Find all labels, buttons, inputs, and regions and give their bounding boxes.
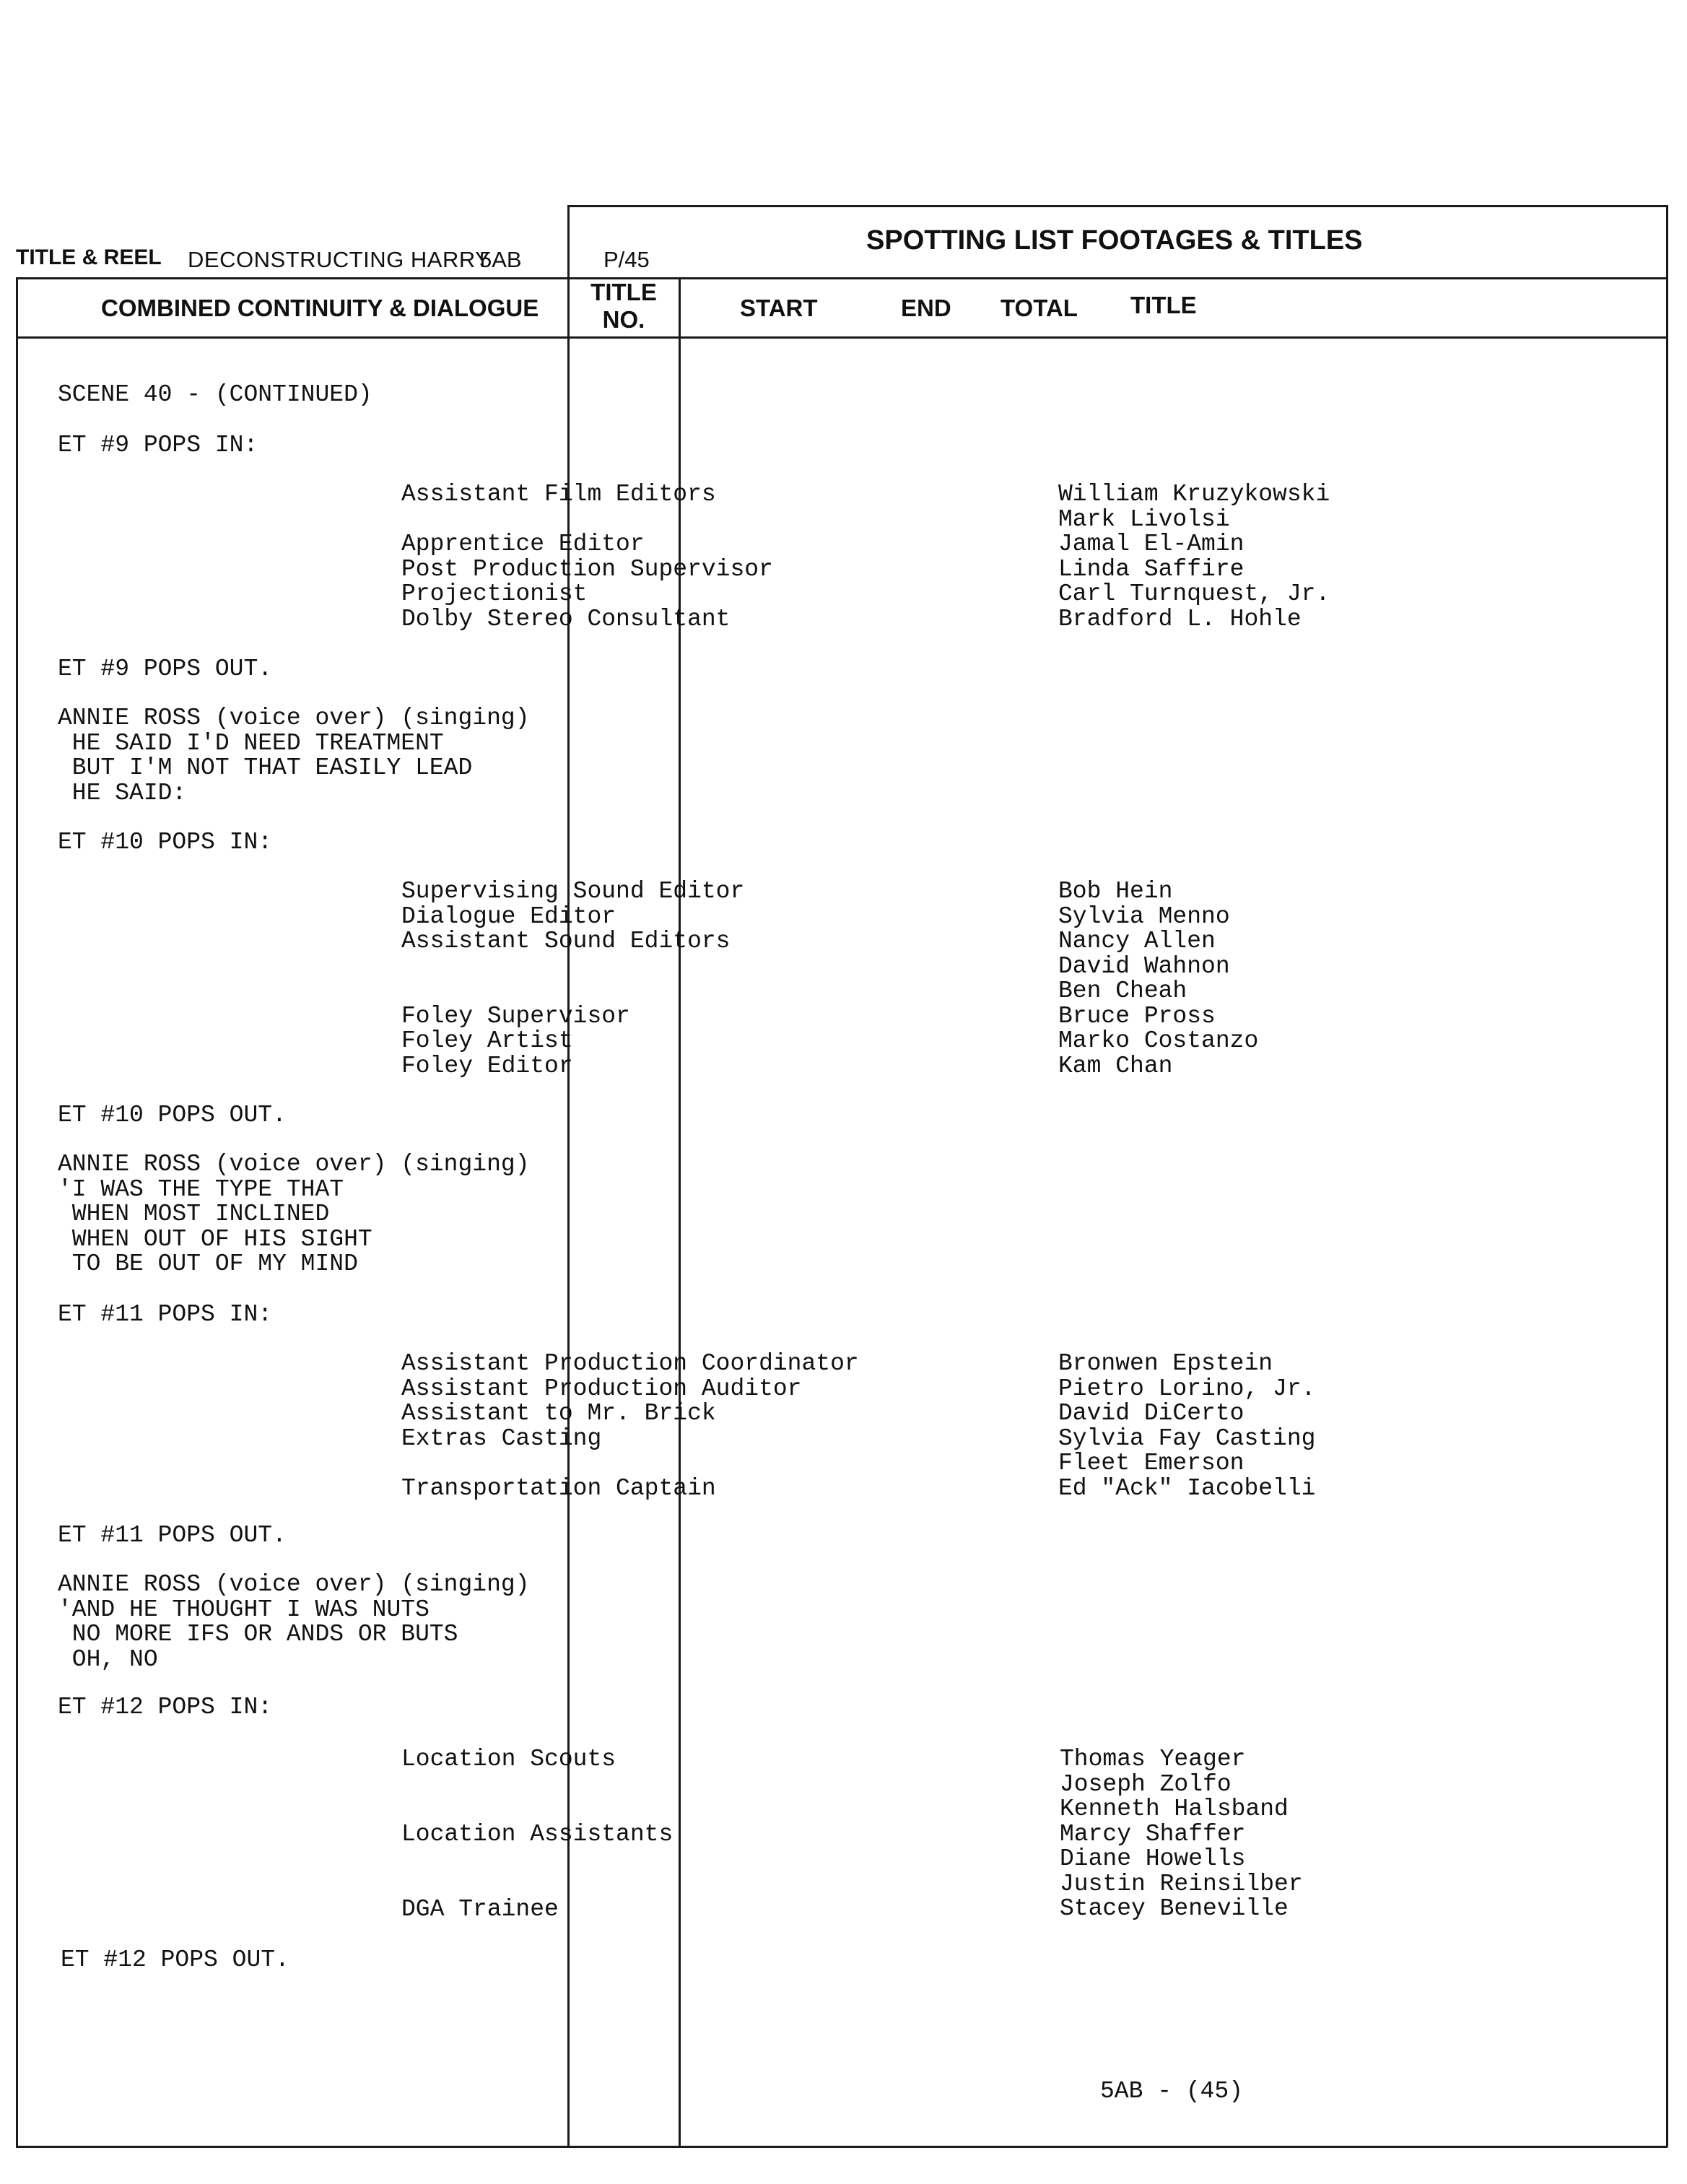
frame-column-header-bottom <box>16 336 1668 339</box>
frame-left-edge <box>16 277 18 2147</box>
column-header-end: END <box>901 295 951 321</box>
et11-pops-in: ET #11 POPS IN: <box>58 1301 273 1328</box>
dialogue-annie-ross-3: ANNIE ROSS (voice over) (singing) 'AND HE THOUGHT I WAS NUTS NO MORE IFS OR ANDS OR BUTS OH, NO <box>58 1571 530 1673</box>
column-header-start: START <box>740 295 818 321</box>
et12-role-location-scouts: Location Scouts <box>401 1746 616 1772</box>
et10-pops-out: ET #10 POPS OUT. <box>58 1102 287 1128</box>
et10-pops-in: ET #10 POPS IN: <box>58 829 273 856</box>
column-header-total: TOTAL <box>1001 295 1078 321</box>
et10-roles: Supervising Sound Editor Dialogue Editor Assistant Sound Editors Foley Supervisor Foley Artist Foley Editor <box>401 878 745 1079</box>
frame-right-edge <box>1666 205 1668 2147</box>
et9-roles: Assistant Film Editors Apprentice Editor Post Production Supervisor Projectionist Dolby Stereo Consultant <box>401 481 773 632</box>
frame-header-separator <box>16 277 1668 279</box>
page-number: 5AB - (45) <box>1100 2078 1244 2105</box>
et12-names: Thomas Yeager Joseph Zolfo Kenneth Halsband Marcy Shaffer Diane Howells Justin Reinsilber Stacey Beneville <box>1060 1746 1303 1922</box>
scene-heading: SCENE 40 - (CONTINUED) <box>58 381 372 408</box>
et9-pops-in: ET #9 POPS IN: <box>58 432 258 458</box>
column-header-title-no <box>575 279 673 334</box>
film-title: DECONSTRUCTING HARRY <box>188 247 491 272</box>
frame-bottom <box>16 2146 1668 2148</box>
et9-pops-out: ET #9 POPS OUT. <box>58 656 273 682</box>
title-reel-label: TITLE & REEL <box>16 245 162 269</box>
frame-top-right <box>567 205 1668 207</box>
et11-pops-out: ET #11 POPS OUT. <box>58 1522 287 1549</box>
et11-roles: Assistant Production Coordinator Assistant Production Auditor Assistant to Mr. Brick Extras Casting Transportation Captain <box>401 1350 859 1502</box>
column-header-title: TITLE <box>1130 292 1197 318</box>
dialogue-annie-ross-1: ANNIE ROSS (voice over) (singing) HE SAID I'D NEED TREATMENT BUT I'M NOT THAT EASILY LEAD HE SAID: <box>58 705 530 806</box>
et9-names: William Kruzykowski Mark Livolsi Jamal El-Amin Linda Saffire Carl Turnquest, Jr. Bradford L. Hohle <box>1058 481 1330 632</box>
dialogue-annie-ross-2: ANNIE ROSS (voice over) (singing) 'I WAS THE TYPE THAT WHEN MOST INCLINED WHEN OUT OF HIS SIGHT TO BE OUT OF MY MIND <box>58 1151 530 1277</box>
page-reference: P/45 <box>603 247 650 272</box>
et11-names: Bronwen Epstein Pietro Lorino, Jr. David DiCerto Sylvia Fay Casting Fleet Emerson Ed "Ack" Iacobelli <box>1058 1350 1316 1502</box>
column-header-title-no-line2: NO. <box>602 306 645 333</box>
column-header-continuity: COMBINED CONTINUITY & DIALOGUE <box>101 295 539 321</box>
et12-role-dga-trainee: DGA Trainee <box>401 1896 559 1923</box>
et12-pops-out: ET #12 POPS OUT. <box>61 1946 289 1973</box>
column-header-title-no-line1: TITLE <box>590 279 657 305</box>
et12-role-location-assistants: Location Assistants <box>401 1821 674 1848</box>
reel-code: 5AB <box>479 247 522 272</box>
et10-names: Bob Hein Sylvia Menno Nancy Allen David Wahnon Ben Cheah Bruce Pross Marko Costanzo Kam Chan <box>1058 878 1259 1079</box>
spotting-list-title: SPOTTING LIST FOOTAGES & TITLES <box>866 225 1363 256</box>
et12-pops-in: ET #12 POPS IN: <box>58 1694 273 1720</box>
